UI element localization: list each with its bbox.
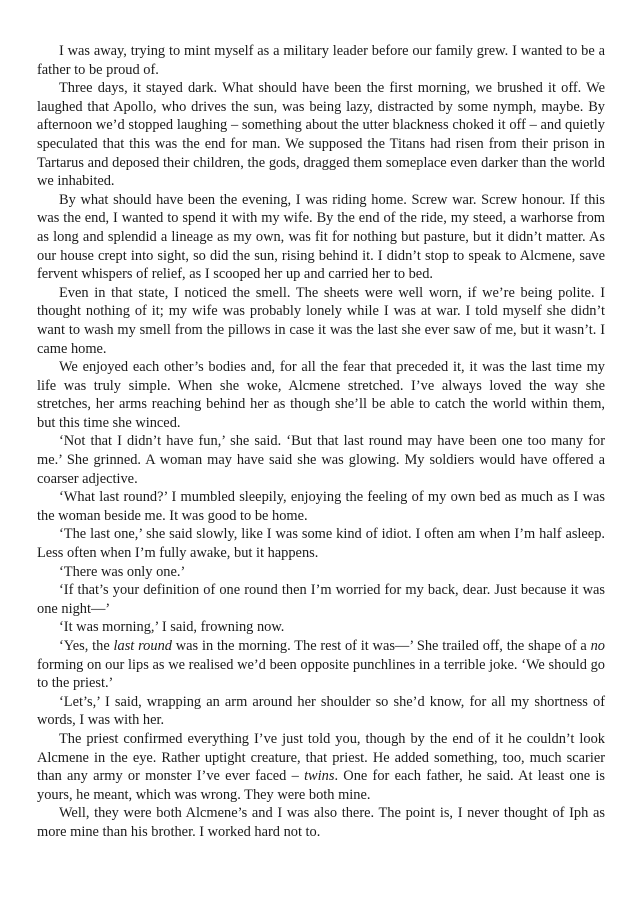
paragraph-text: ‘The last one,’ she said slowly, like I was some kind of idiot. I often am when I’m half asleep. Less often when I’m fully awake, but it happens. bbox=[37, 526, 605, 562]
paragraph-text: ‘What last round?’ I mumbled sleepily, enjoying the feeling of my own bed as much as I was the woman beside me. It was good to be home. bbox=[37, 489, 605, 524]
paragraph-text: Three days, it stayed dark. What should have been the first morning, we brushed it off. We laughed that Apollo, who drives the sun, was being lazy, distracted by some nymph, maybe. By afternoon we’d stopped laughing – something about the utter blackness choked it off – and quietly speculated that this was the end for man. We supposed the Titans had risen from their prison in Tartarus and deposed their children, the gods, dragged them someplace even darker than the world we inhabited. bbox=[37, 80, 605, 190]
body-paragraph bbox=[37, 693, 605, 730]
body-paragraph bbox=[37, 563, 605, 582]
body-paragraph bbox=[37, 191, 605, 284]
body-paragraph bbox=[37, 358, 605, 432]
body-paragraph bbox=[37, 42, 605, 79]
italic-text: last round bbox=[113, 638, 172, 654]
paragraph-text: Well, they were both Alcmene’s and I was also there. The point is, I never thought of Iph as more mine than his brother. I worked hard not to. bbox=[37, 805, 605, 840]
paragraph-text: The priest confirmed everything I’ve just told you, though by the end of it he couldn’t look Alcmene in the eye. Rather uptight creature, that priest. He added something, too, much scarier than any army or monster I’ve ever faced – bbox=[37, 730, 605, 785]
paragraph-text: ‘Yes, the bbox=[59, 638, 114, 654]
body-paragraph bbox=[37, 488, 605, 525]
body-paragraph bbox=[37, 525, 605, 562]
italic-text: no bbox=[590, 638, 605, 654]
body-paragraph bbox=[37, 618, 605, 637]
paragraph-text: was in the morning. The rest of it was—’ She trailed off, the shape of a bbox=[171, 638, 591, 654]
paragraph-text: ‘It was morning,’ I said, frowning now. bbox=[59, 619, 285, 636]
paragraph-text: Even in that state, I noticed the smell. The sheets were well worn, if we’re being polite. I thought nothing of it; my wife was probably lonely while I was at war. I told myself she didn’t want to wash my smell from the pillows in case it was the last she ever saw of me, but it wasn’t. I came home. bbox=[37, 284, 605, 357]
italic-text: twins bbox=[304, 768, 335, 785]
body-paragraph bbox=[37, 284, 605, 358]
body-paragraph bbox=[37, 637, 605, 693]
paragraph-text: By what should have been the evening, I was riding home. Screw war. Screw honour. If this was the end, I wanted to spend it with my wife. By the end of the ride, my steed, a warhorse from as long and splendid a lineage as my own, was fit for nothing but pasture, but it didn’t matter. As our house crept into sight, so did the sun, rising behind it. I didn’t stop to speak to Alcmene, save fervent whispers of relief, as I scooped her up and carried her to bed. bbox=[37, 191, 605, 283]
paragraph-text: I was away, trying to mint myself as a military leader before our family grew. I wanted to be a father to be proud of. bbox=[37, 43, 605, 78]
body-paragraph bbox=[37, 79, 605, 191]
body-paragraph bbox=[37, 581, 605, 618]
body-paragraph bbox=[37, 730, 605, 804]
paragraph-text: forming on our lips as we realised we’d been opposite punchlines in a terrible joke. ‘We should go to the priest.’ bbox=[37, 656, 605, 692]
document-page bbox=[37, 42, 605, 842]
paragraph-text: . One for each father, he said. At least one is yours, he meant, which was wrong. They were both mine. bbox=[37, 768, 606, 803]
paragraph-text: ‘Not that I didn’t have fun,’ she said. ‘But that last round may have been one too many for me.’ She grinned. A woman may have said she was glowing. My soldiers would have offered a coarser adjective. bbox=[37, 433, 605, 487]
body-paragraph bbox=[37, 804, 605, 841]
paragraph-text: We enjoyed each other’s bodies and, for all the fear that preceded it, it was the last time my life was truly simple. When she woke, Alcmene stretched. I’ve always loved the way she stretches, her arms reaching behind her as though she’ll be able to catch the world within them, but this time she winced. bbox=[37, 359, 605, 431]
paragraph-text: ‘If that’s your definition of one round then I’m worried for my back, dear. Just because it was one night—’ bbox=[37, 582, 605, 617]
paragraph-text: ‘There was only one.’ bbox=[59, 563, 186, 580]
paragraph-text: ‘Let’s,’ I said, wrapping an arm around her shoulder so she’d know, for all my shortness of words, I was with her. bbox=[37, 693, 605, 729]
body-paragraph bbox=[37, 432, 605, 488]
